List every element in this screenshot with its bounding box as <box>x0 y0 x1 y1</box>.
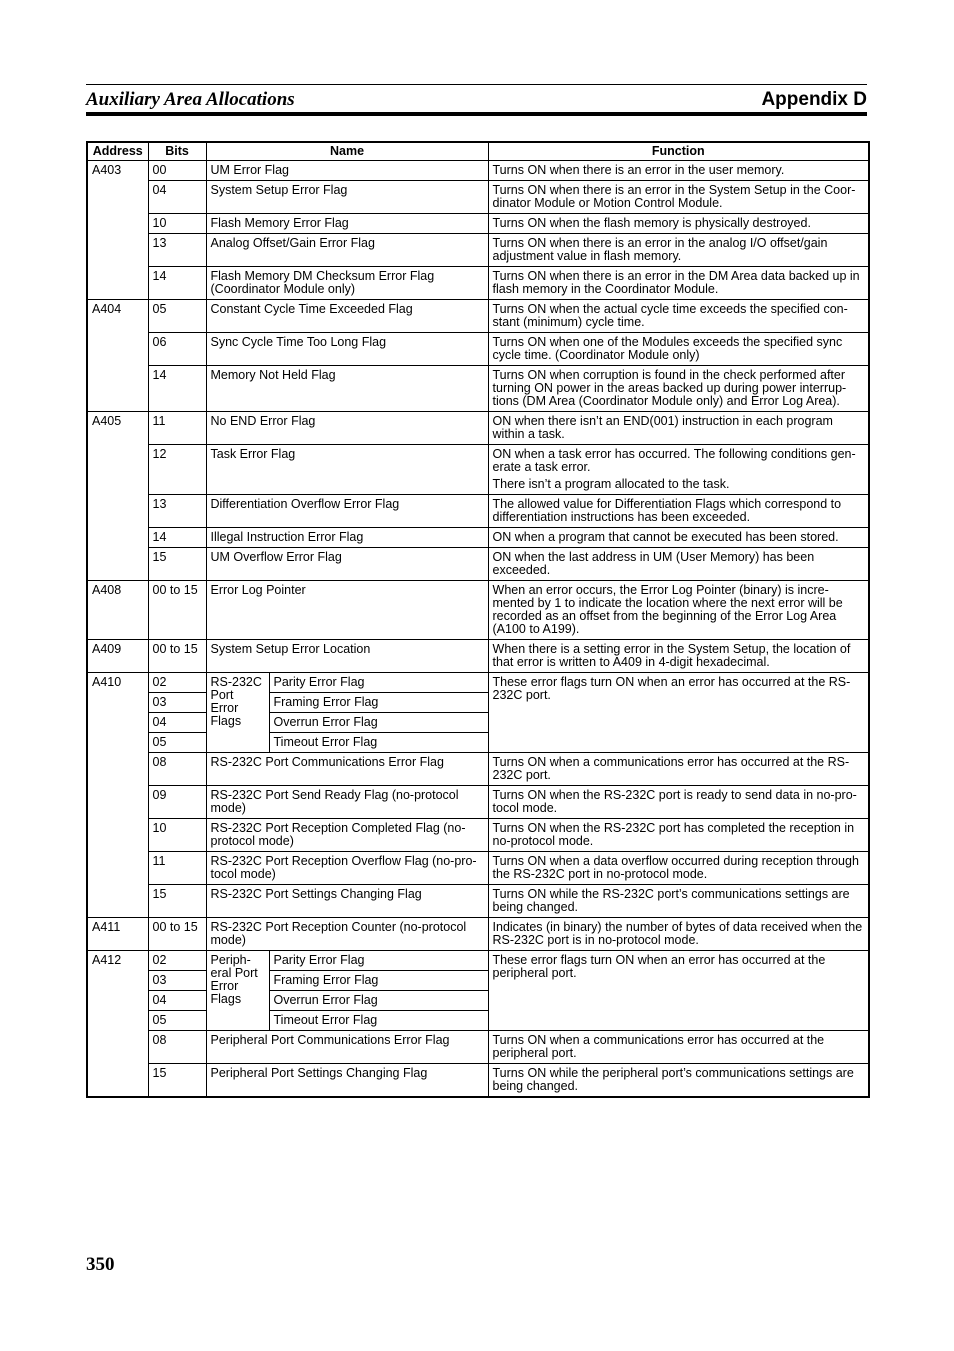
bits-cell: 02 <box>148 951 206 971</box>
name-cell: Framing Error Flag <box>269 971 488 991</box>
function-cell: Turns ON when a data overflow occurred during reception through the RS-232C port in no-protocol mode. <box>488 852 869 885</box>
function-cell: These error flags turn ON when an error has occurred at the peripheral port. <box>488 951 869 1031</box>
function-cell: When there is a setting error in the System Setup, the location of that error is written to A409 in 4-digit hexadecimal. <box>488 640 869 673</box>
name-cell: Peripheral Port Settings Changing Flag <box>206 1064 488 1098</box>
function-text-condition: There isn’t a program allocated to the task. <box>492 477 730 491</box>
table-row <box>87 548 869 581</box>
name-cell: Flash Memory DM Checksum Error Flag (Coordinator Module only) <box>206 267 488 300</box>
bits-cell: 05 <box>148 1011 206 1031</box>
bits-cell: 04 <box>148 181 206 214</box>
table-row <box>87 673 869 693</box>
table-row <box>87 181 869 214</box>
function-cell: Turns ON when there is an error in the user memory. <box>488 161 869 181</box>
name-cell: Overrun Error Flag <box>269 713 488 733</box>
function-cell: Turns ON when there is an error in the System Setup in the Coor-dinator Module or Motion Control Module. <box>488 181 869 214</box>
running-header-appendix: Appendix D <box>761 89 867 110</box>
function-cell: These error flags turn ON when an error has occurred at the RS-232C port. <box>488 673 869 753</box>
function-cell: Indicates (in binary) the number of bytes of data received when the RS-232C port is in no-protocol mode. <box>488 918 869 951</box>
table-row <box>87 267 869 300</box>
function-cell: Turns ON when the RS-232C port is ready to send data in no-pro-tocol mode. <box>488 786 869 819</box>
bits-cell: 12 <box>148 445 206 495</box>
function-cell: ON when there isn’t an END(001) instruction in each program within a task. <box>488 412 869 445</box>
bits-cell: 11 <box>148 852 206 885</box>
name-cell: Error Log Pointer <box>206 581 488 640</box>
name-cell: Timeout Error Flag <box>269 733 488 753</box>
name-cell: Analog Offset/Gain Error Flag <box>206 234 488 267</box>
table-row <box>87 581 869 640</box>
address-cell: A412 <box>87 951 148 1098</box>
name-cell: UM Overflow Error Flag <box>206 548 488 581</box>
name-cell: System Setup Error Location <box>206 640 488 673</box>
function-cell: Turns ON when one of the Modules exceeds the specified sync cycle time. (Coordinator Module only) <box>488 333 869 366</box>
function-cell: Turns ON when the flash memory is physically destroyed. <box>488 214 869 234</box>
function-cell: Turns ON when the RS-232C port has completed the reception in no-protocol mode. <box>488 819 869 852</box>
table-row <box>87 300 869 333</box>
header-bottom-rule <box>86 112 867 116</box>
bits-cell: 05 <box>148 300 206 333</box>
bits-cell: 04 <box>148 991 206 1011</box>
bits-cell: 10 <box>148 819 206 852</box>
table-row <box>87 753 869 786</box>
name-cell: Differentiation Overflow Error Flag <box>206 495 488 528</box>
bits-cell: 02 <box>148 673 206 693</box>
bits-cell: 00 <box>148 161 206 181</box>
bits-cell: 00 to 15 <box>148 581 206 640</box>
table-row <box>87 214 869 234</box>
table-row <box>87 819 869 852</box>
page-number: 350 <box>86 1254 115 1275</box>
function-cell: Turns ON while the RS-232C port’s communications settings are being changed. <box>488 885 869 918</box>
table-row <box>87 918 869 951</box>
bits-cell: 00 to 15 <box>148 640 206 673</box>
bits-cell: 15 <box>148 548 206 581</box>
bits-cell: 09 <box>148 786 206 819</box>
bits-cell: 08 <box>148 753 206 786</box>
table-row <box>87 1031 869 1064</box>
address-cell: A403 <box>87 161 148 300</box>
function-cell: Turns ON while the peripheral port’s communications settings are being changed. <box>488 1064 869 1098</box>
group-label-cell: RS-232C Port Error Flags <box>206 673 269 753</box>
name-cell: Framing Error Flag <box>269 693 488 713</box>
name-cell: System Setup Error Flag <box>206 181 488 214</box>
column-header-bits: Bits <box>148 142 206 161</box>
bits-cell: 06 <box>148 333 206 366</box>
bits-cell: 03 <box>148 971 206 991</box>
name-cell: RS-232C Port Settings Changing Flag <box>206 885 488 918</box>
bits-cell: 11 <box>148 412 206 445</box>
name-cell: Timeout Error Flag <box>269 1011 488 1031</box>
function-cell: The allowed value for Differentiation Flags which correspond to differentiation instructions has been exceeded. <box>488 495 869 528</box>
name-cell: Parity Error Flag <box>269 951 488 971</box>
header-top-rule <box>86 84 867 85</box>
bits-cell: 00 to 15 <box>148 918 206 951</box>
name-cell: Parity Error Flag <box>269 673 488 693</box>
bits-cell: 05 <box>148 733 206 753</box>
name-cell: RS-232C Port Reception Counter (no-protocol mode) <box>206 918 488 951</box>
bits-cell: 15 <box>148 1064 206 1098</box>
function-cell: Turns ON when corruption is found in the check performed after turning ON power in the areas backed up during power interrup-tions (DM Area (Coordinator Module only) and Error Log Area). <box>488 366 869 412</box>
table-row <box>87 161 869 181</box>
column-header-address: Address <box>87 142 148 161</box>
table-row <box>87 528 869 548</box>
address-cell: A410 <box>87 673 148 918</box>
bits-cell: 13 <box>148 234 206 267</box>
address-cell: A409 <box>87 640 148 673</box>
name-cell: Flash Memory Error Flag <box>206 214 488 234</box>
table-row <box>87 786 869 819</box>
name-cell: RS-232C Port Reception Overflow Flag (no-pro-tocol mode) <box>206 852 488 885</box>
name-cell: RS-232C Port Communications Error Flag <box>206 753 488 786</box>
function-cell: Turns ON when there is an error in the analog I/O offset/gain adjustment value in flash memory. <box>488 234 869 267</box>
table-row <box>87 495 869 528</box>
table-row <box>87 885 869 918</box>
bits-cell: 04 <box>148 713 206 733</box>
running-header-title: Auxiliary Area Allocations <box>86 89 295 110</box>
address-cell: A411 <box>87 918 148 951</box>
function-cell: Turns ON when a communications error has occurred at the RS-232C port. <box>488 753 869 786</box>
bits-cell: 03 <box>148 693 206 713</box>
name-cell: UM Error Flag <box>206 161 488 181</box>
bits-cell: 10 <box>148 214 206 234</box>
name-cell: Overrun Error Flag <box>269 991 488 1011</box>
name-cell: Sync Cycle Time Too Long Flag <box>206 333 488 366</box>
address-cell: A408 <box>87 581 148 640</box>
column-header-function: Function <box>488 142 869 161</box>
table-row <box>87 951 869 971</box>
bits-cell: 15 <box>148 885 206 918</box>
bits-cell: 08 <box>148 1031 206 1064</box>
bits-cell: 14 <box>148 528 206 548</box>
function-text: ON when a task error has occurred. The following conditions gen-erate a task error. <box>492 447 856 474</box>
table-row <box>87 852 869 885</box>
address-cell: A405 <box>87 412 148 581</box>
name-cell: Constant Cycle Time Exceeded Flag <box>206 300 488 333</box>
function-cell: ON when the last address in UM (User Memory) has been exceeded. <box>488 548 869 581</box>
table-row <box>87 333 869 366</box>
table-row <box>87 445 869 495</box>
table-row <box>87 1064 869 1098</box>
name-cell: Memory Not Held Flag <box>206 366 488 412</box>
function-cell: Turns ON when there is an error in the DM Area data backed up in flash memory in the Coordinator Module. <box>488 267 869 300</box>
name-cell: Task Error Flag <box>206 445 488 495</box>
function-cell: ON when a program that cannot be executed has been stored. <box>488 528 869 548</box>
function-cell: Turns ON when the actual cycle time exceeds the specified con-stant (minimum) cycle time. <box>488 300 869 333</box>
table-row <box>87 234 869 267</box>
function-cell <box>488 445 869 495</box>
table-header-row <box>87 142 869 161</box>
column-header-name: Name <box>206 142 488 161</box>
function-cell: When an error occurs, the Error Log Pointer (binary) is incre-mented by 1 to indicate the location where the next error will be recorded as an offset from the beginning of the Error Log Area (A100 to A199). <box>488 581 869 640</box>
name-cell: Peripheral Port Communications Error Flag <box>206 1031 488 1064</box>
function-cell: Turns ON when a communications error has occurred at the peripheral port. <box>488 1031 869 1064</box>
table-row <box>87 366 869 412</box>
address-cell: A404 <box>87 300 148 412</box>
name-cell: Illegal Instruction Error Flag <box>206 528 488 548</box>
name-cell: RS-232C Port Send Ready Flag (no-protocol mode) <box>206 786 488 819</box>
group-label-cell: Periph-eral Port Error Flags <box>206 951 269 1031</box>
name-cell: RS-232C Port Reception Completed Flag (no-protocol mode) <box>206 819 488 852</box>
table-row <box>87 412 869 445</box>
bits-cell: 14 <box>148 366 206 412</box>
bits-cell: 14 <box>148 267 206 300</box>
auxiliary-area-table <box>86 141 870 1098</box>
table-row <box>87 640 869 673</box>
name-cell: No END Error Flag <box>206 412 488 445</box>
bits-cell: 13 <box>148 495 206 528</box>
